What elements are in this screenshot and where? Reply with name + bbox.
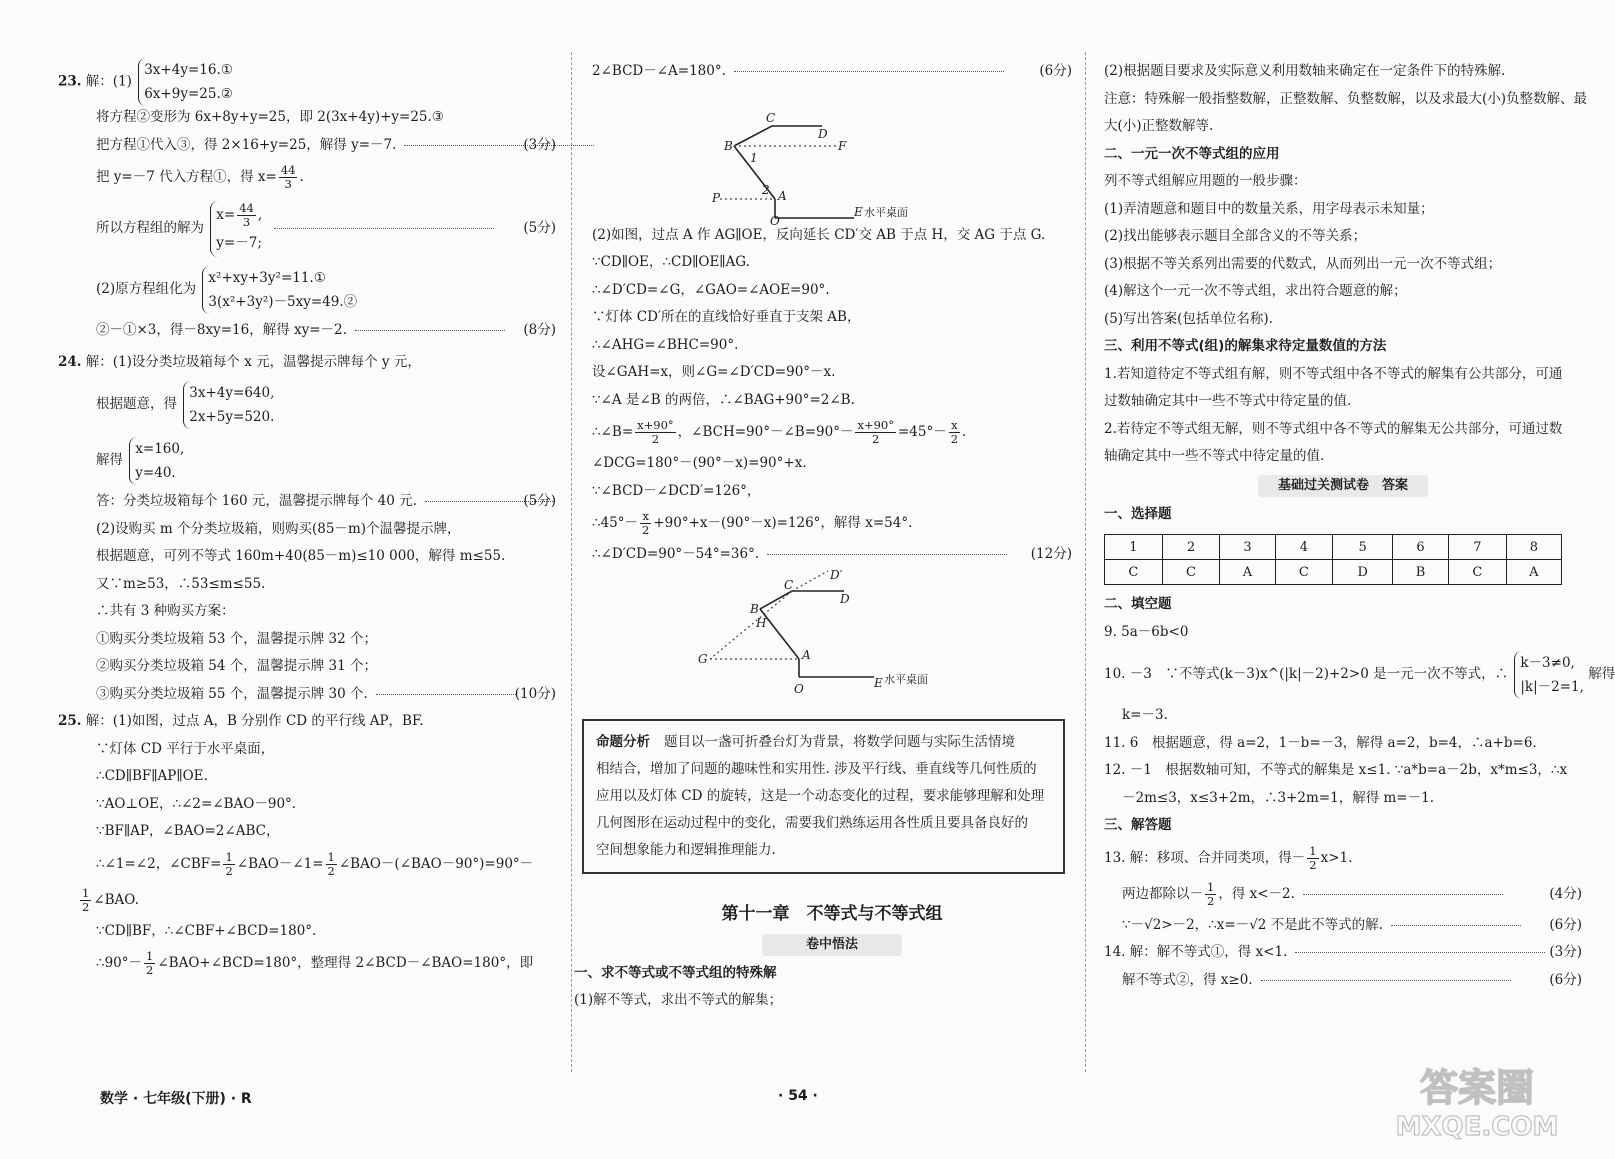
q24-line-7: 又∵m≥53，∴53≤m≤55. bbox=[96, 575, 266, 592]
lamp-diagram-1 bbox=[592, 86, 1072, 228]
score: (3分) bbox=[1549, 944, 1582, 960]
table-cell: C bbox=[1275, 560, 1333, 585]
q25-line-22: ∴∠D′CD=90°－54°=36°. (12分) bbox=[592, 541, 1072, 569]
table-cell: B bbox=[1393, 560, 1449, 585]
method-line-3: 大(小)正整数解等. bbox=[1104, 118, 1214, 134]
q25-line-10: 2∠BCD－∠A=180°. (6分) bbox=[592, 58, 1072, 86]
steps-intro: 列不等式组解应用题的一般步骤： bbox=[1104, 173, 1307, 189]
label-P: P bbox=[712, 190, 721, 205]
q24-number: 24. bbox=[58, 353, 82, 370]
table-row-answers bbox=[1105, 560, 1562, 585]
score: (6分) bbox=[1549, 916, 1582, 933]
table-cell: 4 bbox=[1275, 535, 1333, 560]
q24-line-11: ③购买分类垃圾箱 55 个，温馨提示牌 30 个. (10分) bbox=[78, 681, 556, 709]
table-cell: 5 bbox=[1333, 535, 1393, 560]
q25-line-20: ∵∠BCD－∠DCD′=126°， bbox=[592, 482, 761, 499]
score: (12分) bbox=[1030, 546, 1072, 562]
q24-solution: x=160, y=40. bbox=[129, 437, 184, 485]
table-cell: 8 bbox=[1506, 535, 1561, 560]
q9: 9. 5a－6b<0 bbox=[1104, 623, 1189, 640]
q24-line-6: 根据题意，可列不等式 160m+40(85－m)≤10 000，解得 m≤55. bbox=[96, 548, 506, 564]
section-heading-1: 一、求不等式或不等式组的特殊解 bbox=[574, 964, 777, 981]
q10-line-1: 10. －3 ∵不等式(k－3)x^(|k|－2)+2>0 是一元一次不等式，∴ k－3≠0, |k|－2=1, 解得 bbox=[1104, 646, 1582, 702]
table-cell: A bbox=[1506, 560, 1561, 585]
q25-line-17: ∵∠A 是∠B 的两倍，∴∠BAG+90°=2∠B. bbox=[592, 391, 855, 408]
watermark-text-2: MXQE.COM bbox=[1395, 1112, 1559, 1142]
page-number: · 54 · bbox=[778, 1088, 818, 1104]
q25-number: 25. bbox=[58, 713, 82, 729]
step-1: (1)弄清题意和题目中的数量关系，用字母表示未知量； bbox=[1104, 200, 1434, 217]
section-heading-3: 三、利用不等式(组)的解集求待定量数值的方法 bbox=[1104, 338, 1387, 354]
choice-answer-table bbox=[1104, 534, 1562, 585]
q23-line-6: (2)原方程组化为 x²+xy+3y²=11.① 3(x²+3y²)－5xy=49.② bbox=[78, 261, 556, 317]
label-F: F bbox=[838, 138, 847, 153]
q13-line-1: 13. 解：移项、合并同类项，得－ $\frac{1}{2}$ x>1. bbox=[1104, 843, 1353, 872]
step-2: (2)找出能够表示题目全部含义的不等关系； bbox=[1104, 228, 1367, 244]
q25-line-7: $\frac{1}{2}$ ∠BAO. bbox=[82, 885, 139, 914]
method-3-line-1: 1.若知道待定不等式组有解，则不等式组中各不等式的解集有公共部分，可通 bbox=[1104, 365, 1563, 382]
column-left bbox=[58, 58, 556, 981]
q25-line-14: ∵灯体 CD′所在的直线恰好垂直于支架 AB， bbox=[592, 309, 861, 325]
q23-line-5: 所以方程组的解为 x= $\frac{44}{3}$ , y=－7; (5分) bbox=[78, 195, 556, 261]
q25-line-5: ∵BF∥AP，∠BAO=2∠ABC， bbox=[96, 823, 280, 839]
q24-line-1: 24. 解：(1)设分类垃圾箱每个 x 元，温馨提示牌每个 y 元， bbox=[58, 353, 421, 370]
q25-line-8: ∵CD∥BF，∴∠CBF+∠BCD=180°. bbox=[96, 922, 317, 939]
q24-line-9: ①购买分类垃圾箱 53 个，温馨提示牌 32 个； bbox=[96, 630, 378, 647]
label-E: E bbox=[874, 675, 883, 690]
section-1-line-1: (1)解不等式，求出不等式的解集； bbox=[574, 992, 783, 1008]
q25-line-11: (2)如图，过点 A 作 AG∥OE，反向延长 CD′交 AB 于点 H，交 AG 于点 G. bbox=[592, 226, 1046, 243]
score: (5分) bbox=[523, 493, 556, 509]
step-4: (4)解这个一元一次不等式组，求出符合题意的解； bbox=[1104, 283, 1407, 299]
score: (8分) bbox=[523, 322, 556, 338]
section-badge: 卷中悟法 bbox=[762, 934, 902, 956]
chapter-title: 第十一章 不等式与不等式组 bbox=[721, 903, 943, 924]
watermark-text-1: 答案圈 bbox=[1419, 1066, 1535, 1110]
table-cell: 3 bbox=[1220, 535, 1275, 560]
table-cell: C bbox=[1162, 560, 1220, 585]
method-line-2: 注意：特殊解一般指整数解，正整数解、负整数解，以及求最大(小)负整数解、最 bbox=[1104, 90, 1588, 107]
q13-line-2: 两边都除以－ $\frac{1}{2}$ ，得 x<－2. (4分) bbox=[1104, 876, 1582, 912]
q25-line-21: ∴45°－ $\frac{x}{2}$ +90°+x－(90°－x)=126°，解得 x=54°. bbox=[592, 509, 913, 537]
step-3: (3)根据不等关系列出需要的代数式，从而列出一元一次不等式组； bbox=[1104, 255, 1502, 272]
label-B: B bbox=[724, 138, 733, 153]
analysis-line-3: 应用以及灯体 CD 的旋转，这是一个动态变化的过程，要求能够理解和处理 bbox=[596, 787, 1045, 804]
analysis-box bbox=[582, 719, 1065, 874]
score: (5分) bbox=[523, 220, 556, 236]
label-A: A bbox=[778, 188, 787, 203]
q23-line-7: ②－①×3，得－8xy=16，解得 xy=－2. (8分) bbox=[78, 317, 556, 345]
column-right bbox=[1104, 58, 1615, 994]
score: (3分) bbox=[523, 136, 556, 153]
section-heading-2: 二、一元一次不等式组的应用 bbox=[1104, 145, 1280, 162]
score: (4分) bbox=[1549, 885, 1582, 902]
q10-system: k－3≠0, |k|－2=1, bbox=[1514, 651, 1584, 699]
table-cell: 1 bbox=[1105, 535, 1163, 560]
label-desk: 水平桌面 bbox=[884, 672, 928, 686]
label-D: D bbox=[818, 126, 828, 141]
q13-line-3: ∵－√2>－2，∴x=－√2 不是此不等式的解. (6分) bbox=[1104, 912, 1582, 940]
method-3-line-3: 2.若待定不等式组无解，则不等式组中各不等式的解集无公共部分，可通过数 bbox=[1104, 420, 1563, 437]
q24-line-10: ②购买分类垃圾箱 54 个，温馨提示牌 31 个； bbox=[96, 658, 378, 674]
q23-system-2: x²+xy+3y²=11.① 3(x²+3y²)－5xy=49.② bbox=[202, 266, 357, 314]
q25-line-1: 25. 解：(1)如图，过点 A，B 分别作 CD 的平行线 AP，BF. bbox=[58, 713, 424, 729]
analysis-title: 命题分析 bbox=[596, 733, 650, 750]
q23-system: 3x+4y=16.① 6x+9y=25.② bbox=[138, 58, 233, 106]
answer-badge: 基础过关测试卷 答案 bbox=[1258, 475, 1428, 497]
q25-line-18: ∴∠B= $\frac{x+90^\circ}{2}$ ，∠BCH=90°－∠B=90°－ $\frac{x+90^\circ}{2}$ =45°－ $\frac{x}{2}$ . bbox=[592, 418, 967, 446]
q24-line-8: ∴共有 3 种购买方案： bbox=[96, 603, 235, 619]
q23-number: 23. bbox=[58, 73, 82, 90]
label-O: O bbox=[770, 213, 780, 228]
q25-line-4: ∵AO⊥OE，∴∠2=∠BAO－90°. bbox=[96, 795, 297, 812]
q25-line-3: ∴CD∥BF∥AP∥OE. bbox=[96, 768, 208, 784]
analysis-line-1: 命题分析 题目以一盏可折叠台灯为背景，将数学问题与实际生活情境 bbox=[596, 733, 1015, 750]
label-D: D bbox=[840, 591, 850, 606]
label-A: A bbox=[802, 647, 811, 662]
label-C: C bbox=[784, 577, 794, 592]
analysis-line-2: 相结合，增加了问题的趣味性和实用性. 涉及平行线、垂直线等几何性质的 bbox=[596, 760, 1037, 777]
lamp-figure-2 bbox=[592, 569, 1072, 709]
q10-line-2: k=－3. bbox=[1122, 707, 1168, 723]
q12-line-1: 12. －1 根据数轴可知，不等式的解集是 x≤1. ∵a*b=a－2b，x*m≤3，∴x bbox=[1104, 762, 1568, 778]
watermark-logo bbox=[1372, 1059, 1582, 1141]
q23-line-4: 把 y=－7 代入方程①，得 x= $\frac{44}{3}$ . bbox=[96, 163, 304, 191]
column-divider-right bbox=[1085, 52, 1086, 1072]
score: (6分) bbox=[1549, 971, 1582, 988]
q24-line-3: 解得 x=160, y=40. bbox=[78, 432, 556, 488]
score: (10分) bbox=[514, 685, 556, 702]
score: (6分) bbox=[1039, 63, 1072, 79]
choice-heading: 一、选择题 bbox=[1104, 505, 1172, 522]
fraction: $\frac{44}{3}$ bbox=[280, 163, 296, 191]
table-cell: A bbox=[1220, 560, 1275, 585]
label-C: C bbox=[766, 110, 776, 125]
q12-line-2: －2m≤3，x≤3+2m，∴3+2m=1，解得 m=－1. bbox=[1122, 789, 1434, 806]
q14-line-2: 解不等式②，得 x≥0. (6分) bbox=[1104, 967, 1582, 995]
q23-intro: 解：(1) bbox=[85, 73, 132, 90]
lamp-figure-1 bbox=[592, 86, 1072, 228]
q25-line-9: ∴90°－ $\frac{1}{2}$ ∠BAO+∠BCD=180°，整理得 2∠BCD－∠BAO=180°，即 bbox=[96, 949, 534, 977]
table-row-numbers bbox=[1105, 535, 1562, 560]
book-title-footer: 数学 · 七年级(下册) · R bbox=[100, 1091, 252, 1107]
q14-line-1: 14. 解：解不等式①，得 x<1. (3分) bbox=[1104, 939, 1582, 967]
q24-line-5: (2)设购买 m 个分类垃圾箱，则购买(85－m)个温馨提示牌， bbox=[96, 520, 461, 537]
analysis-line-5: 空间想象能力和逻辑推理能力. bbox=[596, 841, 776, 858]
q25-line-15: ∴∠AHG=∠BHC=90°. bbox=[592, 336, 739, 353]
q25-line-13: ∴∠D′CD=∠G，∠GAO=∠AOE=90°. bbox=[592, 281, 830, 298]
q25-line-16: 设∠GAH=x，则∠G=∠D′CD=90°－x. bbox=[592, 364, 836, 380]
table-cell: C bbox=[1449, 560, 1507, 585]
q23-line-3: 把方程①代入③，得 2×16+y=25，解得 y=－7. (3分) bbox=[78, 132, 556, 160]
analysis-line-4: 几何图形在运动过程中的变化，需要我们熟练运用各性质且要具备良好的 bbox=[596, 814, 1028, 831]
method-3-line-4: 轴确定其中一些不等式中待定量的值. bbox=[1104, 448, 1325, 464]
label-desk: 水平桌面 bbox=[864, 205, 908, 219]
table-cell: 7 bbox=[1449, 535, 1507, 560]
q24-line-4: 答：分类垃圾箱每个 160 元，温馨提示牌每个 40 元. (5分) bbox=[78, 488, 556, 516]
label-E: E bbox=[854, 204, 863, 219]
fill-heading: 二、填空题 bbox=[1104, 596, 1172, 612]
label-G: G bbox=[698, 651, 708, 666]
q11: 11. 6 根据题意，得 a=2，1－b=－3，解得 a=2，b=4，∴a+b=6. bbox=[1104, 734, 1537, 751]
table-cell: 6 bbox=[1393, 535, 1449, 560]
column-middle bbox=[574, 58, 1072, 1015]
q25-line-2: ∵灯体 CD 平行于水平桌面， bbox=[96, 740, 275, 757]
label-B: B bbox=[750, 601, 759, 616]
q23-line-1 bbox=[58, 58, 556, 102]
q24-line-2: 根据题意，得 3x+4y=640, 2x+5y=520. bbox=[78, 376, 556, 432]
q25-line-19: ∠DCG=180°－(90°－x)=90°+x. bbox=[592, 455, 807, 471]
step-5: (5)写出答案(包括单位名称). bbox=[1104, 310, 1273, 327]
q24-system: 3x+4y=640, 2x+5y=520. bbox=[183, 381, 274, 429]
label-angle-2: 2 bbox=[762, 182, 770, 197]
table-cell: 2 bbox=[1162, 535, 1220, 560]
label-D-prime: D′ bbox=[830, 567, 843, 582]
solve-heading: 三、解答题 bbox=[1104, 817, 1172, 833]
column-divider-left bbox=[571, 52, 572, 1072]
q25-line-12: ∵CD∥OE，∴CD∥OE∥AG. bbox=[592, 254, 750, 270]
q23-line-2: 将方程②变形为 6x+8y+y=25，即 2(3x+4y)+y=25.③ bbox=[96, 109, 444, 125]
method-line-1: (2)根据题目要求及实际意义利用数轴来确定在一定条件下的特殊解. bbox=[1104, 63, 1506, 79]
label-angle-1: 1 bbox=[750, 150, 758, 165]
q25-line-6: ∴∠1=∠2，∠CBF= $\frac{1}{2}$ ∠BAO－∠1= $\frac{1}{2}$ ∠BAO－(∠BAO－90°)=90°－ bbox=[96, 849, 534, 878]
label-O: O bbox=[794, 681, 804, 696]
method-3-line-2: 过数轴确定其中一些不等式中待定量的值. bbox=[1104, 393, 1352, 409]
table-cell: D bbox=[1333, 560, 1393, 585]
label-H: H bbox=[756, 615, 767, 630]
table-cell: C bbox=[1105, 560, 1163, 585]
lamp-diagram-2 bbox=[592, 569, 1072, 709]
q23-solution: x= $\frac{44}{3}$ , y=－7; bbox=[210, 201, 262, 257]
